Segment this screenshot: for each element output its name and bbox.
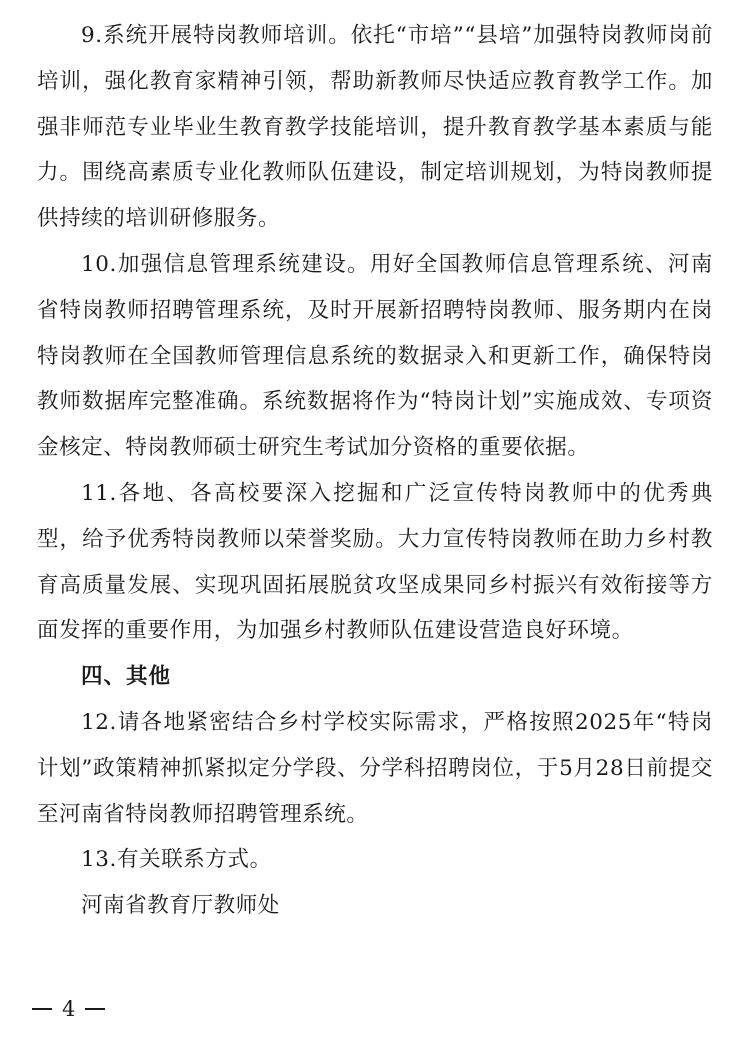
document-body bbox=[37, 13, 713, 929]
paragraph-9-training: 9.系统开展特岗教师培训。依托“市培”“县培”加强特岗教师岗前培训，强化教育家精神引领，帮助新教师尽快适应教育教学工作。加强非师范专业毕业生教育教学技能培训，提升教育教学基本素质与能力。围绕高素质专业化教师队伍建设，制定培训规划，为特岗教师提供持续的培训研修服务。 bbox=[37, 23, 713, 232]
paragraph-12-recruitment: 12.请各地紧密结合乡村学校实际需求，严格按照2025年“特岗计划”政策精神抓紧拟定分学段、分学科招聘岗位，于5月28日前提交至河南省特岗教师招聘管理系统。 bbox=[37, 709, 713, 827]
dash-left bbox=[32, 1008, 52, 1010]
page-number: 4 bbox=[62, 997, 76, 1021]
paragraph-10-info-system: 10.加强信息管理系统建设。用好全国教师信息管理系统、河南省特岗教师招聘管理系统，及时开展新招聘特岗教师、服务期内在岗特岗教师在全国教师管理信息系统的数据录入和更新工作，确保特岗教师数据库完整准确。系统数据将作为“特岗计划”实施成效、专项资金核定、特岗教师硕士研究生考试加分资格的重要依据。 bbox=[37, 251, 713, 461]
paragraph-13-contacts: 13.有关联系方式。 bbox=[81, 847, 272, 873]
paragraph-11-publicity: 11.各地、各高校要深入挖掘和广泛宣传特岗教师中的优秀典型，给予优秀特岗教师以荣誉奖励。大力宣传特岗教师在助力乡村教育高质量发展、实现巩固拓展脱贫攻坚成果同乡村振兴有效衔接等方面发挥的重要作用，为加强乡村教师队伍建设营造良好环境。 bbox=[37, 480, 713, 644]
page-footer bbox=[32, 994, 105, 1024]
section-heading-other: 四、其他 bbox=[81, 664, 172, 690]
dash-right bbox=[85, 1008, 105, 1010]
contact-department: 河南省教育厅教师处 bbox=[81, 893, 280, 919]
